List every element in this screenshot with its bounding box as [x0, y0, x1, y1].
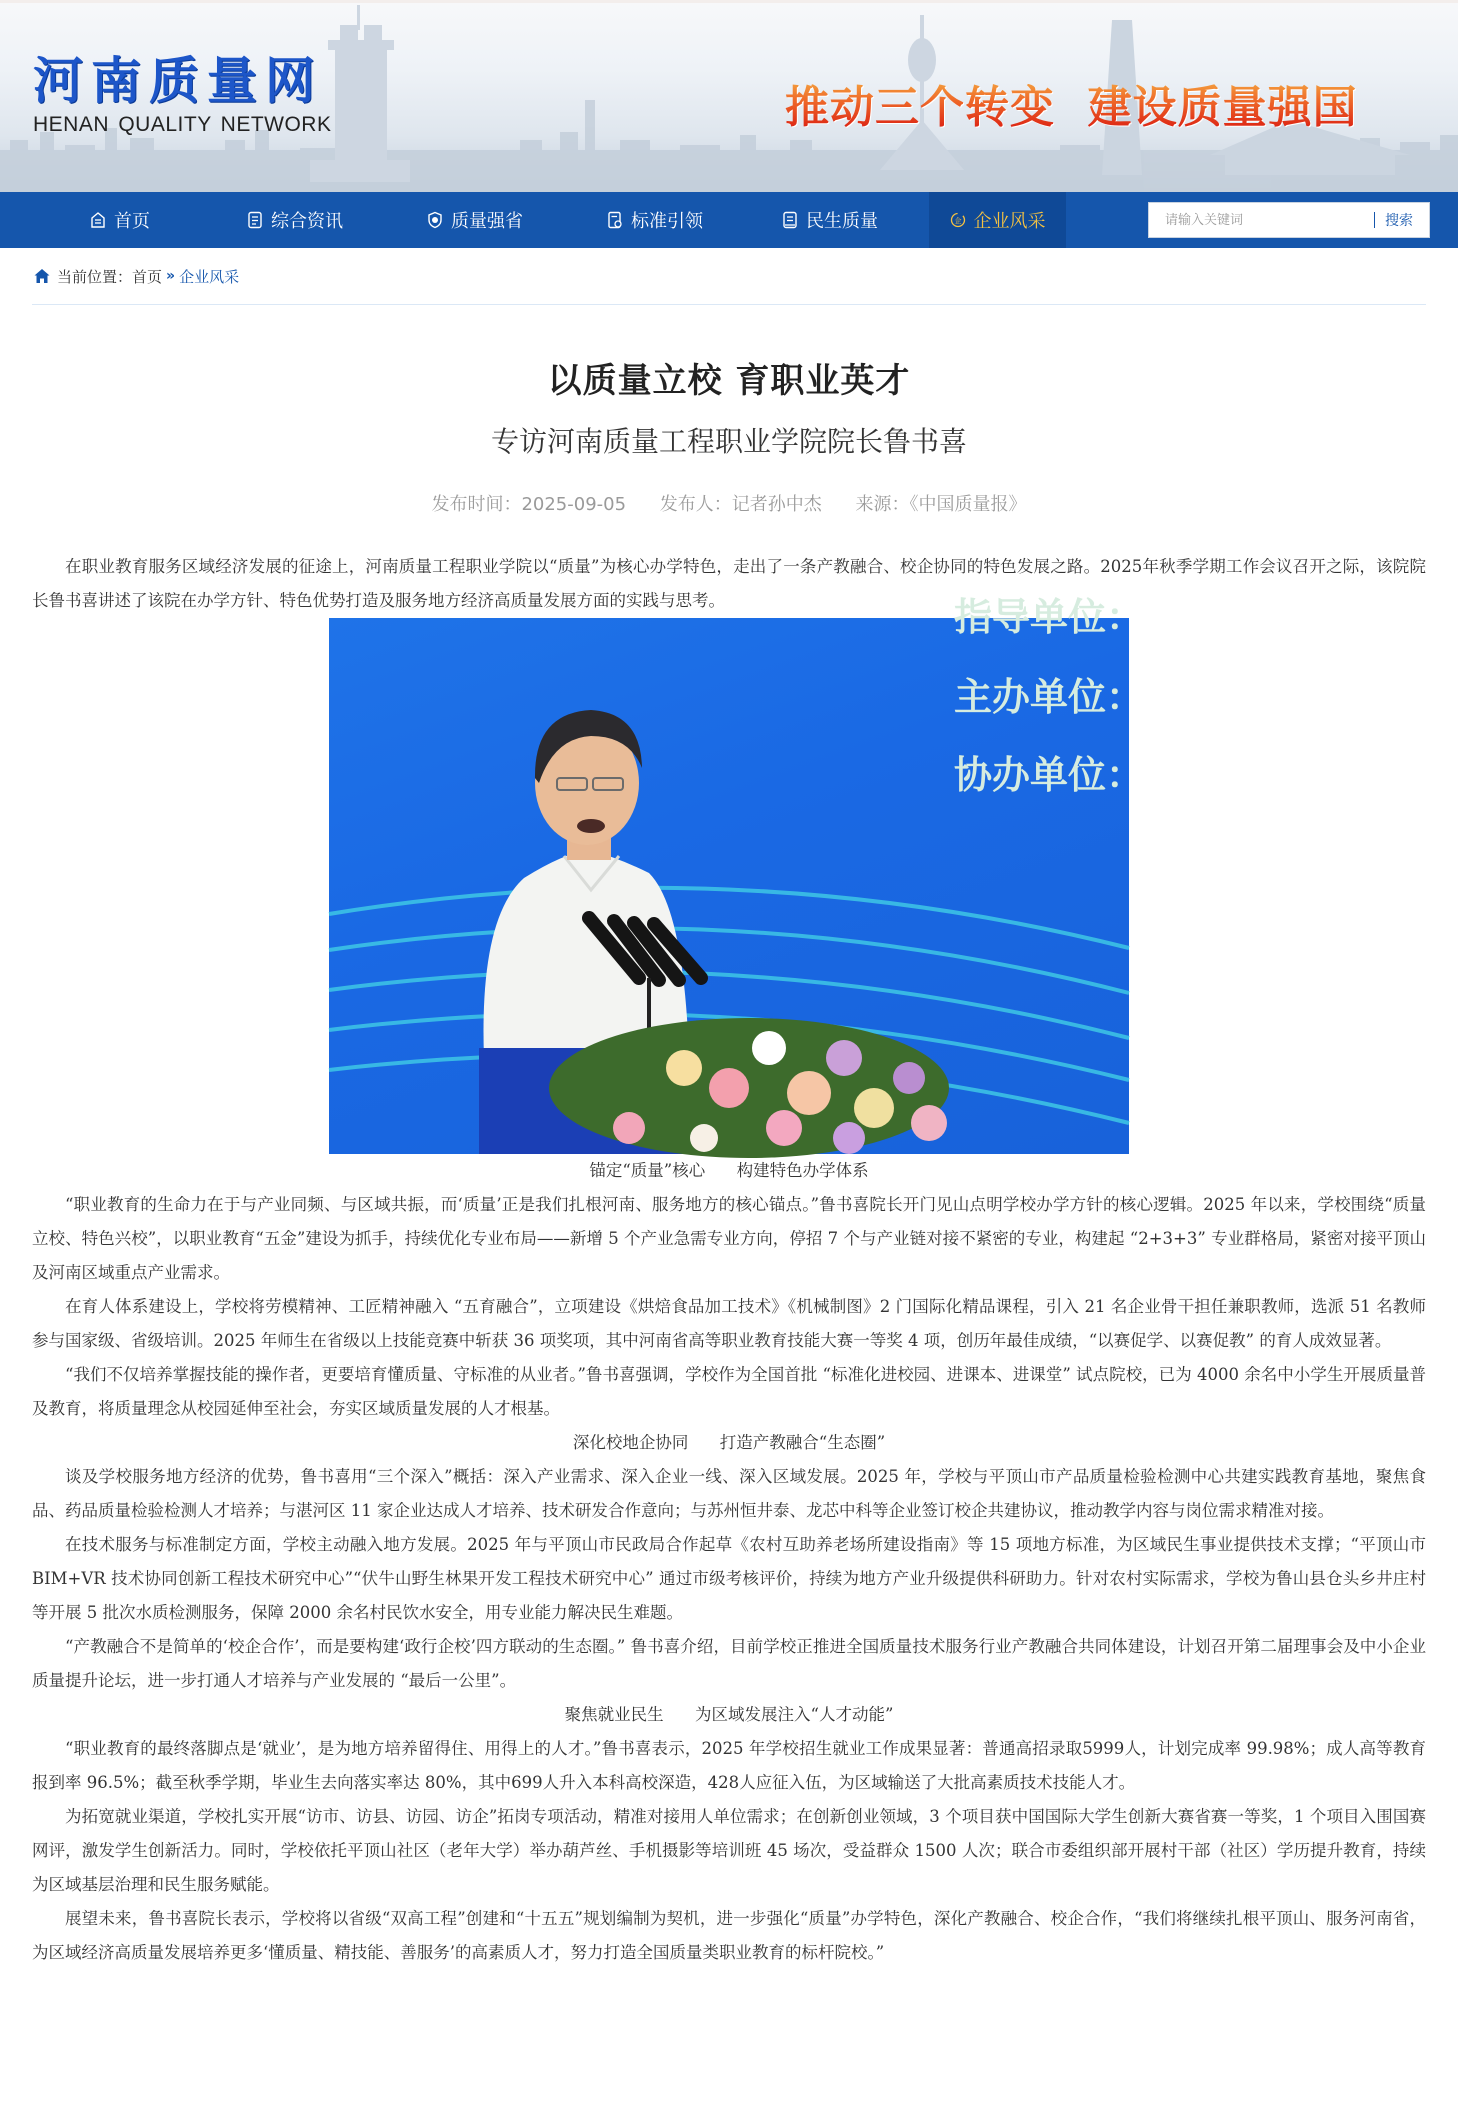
article-title: 以质量立校 育职业英才: [547, 361, 911, 401]
paragraph: “我们不仅培养掌握技能的操作者，更要培育懂质量、守标准的从业者。”鲁书喜强调，学校作为全国首批 “标准化进校园、进课本、进课堂” 试点院校，已为 4000 余名中小学生开展质量普及教育，将质量理念从校园延伸至社会，夯实区域质量发展的人才根基。: [32, 1365, 1426, 1418]
search-box: [1148, 202, 1430, 238]
shield-icon: [427, 211, 443, 229]
screen-text-host: 主办单位：: [954, 675, 1145, 719]
search-input[interactable]: [1149, 203, 1374, 237]
paragraph: “职业教育的生命力在于与产业同频、与区域共振，而‘质量’正是我们扎根河南、服务地方的核心锚点。”鲁书喜院长开门见山点明学校办学方针的核心逻辑。2025 年以来，学校围绕“质量立校、特色兴校”，以职业教育“五金”建设为抓手，持续优化专业布局——新增 5 个产业急需专业方向，停招 7 个与产业链对接不紧密的专业，构建起 “2+3+3” 专业群格局，紧密对接平顶山及河南区域重点产业需求。: [32, 1195, 1426, 1282]
svg-text:企: 企: [954, 217, 961, 225]
nav-item-standards[interactable]: [580, 192, 730, 248]
article-figure: [32, 595, 1426, 1154]
section-heading-3: 聚焦就业民生 为区域发展注入“人才动能”: [564, 1705, 894, 1724]
logo-english-title: HENAN QUALITY NETWORK: [33, 113, 332, 136]
breadcrumb-prefix: 当前位置：: [57, 267, 133, 286]
paragraph: 在育人体系建设上，学校将劳模精神、工匠精神融入 “五育融合”，立项建设《烘焙食品加工技术》《机械制图》2 门国际化精品课程，引入 21 名企业骨干担任兼职教师，选派 51 名教师参与国家级、省级培训。2025 年师生在省级以上技能竞赛中斩获 36 项奖项，其中河南省高等职业教育技能大赛一等奖 4 项，创历年最佳成绩，“以赛促学、以赛促教” 的育人成效显著。: [32, 1297, 1426, 1350]
paragraph: 为拓宽就业渠道，学校扎实开展“访市、访县、访园、访企”拓岗专项活动，精准对接用人单位需求；在创新创业领域，3 个项目获中国国际大学生创新大赛省赛一等奖，1 个项目入围国赛网评，激发学生创新活力。同时，学校依托平顶山社区（老年大学）举办葫芦丝、手机摄影等培训班 45 场次，受益群众 1500 人次；联合市委组织部开展村干部（社区）学历提升教育，持续为区域基层治理和民生服务赋能。: [32, 1807, 1426, 1894]
site-logo[interactable]: [33, 53, 331, 137]
section-heading-2: 深化校地企协同 打造产教融合“生态圈”: [572, 1433, 886, 1452]
publish-time: 发布时间：2025-09-05: [431, 494, 627, 515]
nav-item-home[interactable]: [60, 192, 180, 248]
nav-item-news[interactable]: [220, 192, 370, 248]
article-body: [32, 550, 1426, 1970]
paragraph: 展望未来，鲁书喜院长表示，学校将以省级“双高工程”创建和“十五五”规划编制为契机，进一步强化“质量”办学特色，深化产教融合、校企合作，“我们将继续扎根平顶山、服务河南省，为区域经济高质量发展培养更多‘懂质量、精技能、善服务’的高素质人才，努力打造全国质量类职业教育的标杆院校。”: [32, 1909, 1426, 1962]
document-icon: [782, 211, 798, 229]
paragraph: 在技术服务与标准制定方面，学校主动融入地方发展。2025 年与平顶山市民政局合作起草《农村互助养老场所建设指南》等 15 项地方标准，为区域民生事业提供技术支撑；“平顶山市 BIM+VR 技术协同创新工程技术研究中心”“伏牛山野生林果开发工程技术研究中心” 通过市级考核评价，持续为地方产业升级提供科研助力。针对农村实际需求，学校为鲁山县仓头乡井庄村等开展 5 批次水质检测服务，保障 2000 余名村民饮水安全，用专业能力解决民生难题。: [32, 1535, 1426, 1622]
nav-label: 质量强省: [451, 211, 523, 232]
article-subtitle: 专访河南质量工程职业学院院长鲁书喜: [490, 425, 967, 458]
nav-item-livelihood[interactable]: [755, 192, 905, 248]
intro-paragraph: 在职业教育服务区域经济发展的征途上，河南质量工程职业学院以“质量”为核心办学特色，走出了一条产教融合、校企协同的特色发展之路。2025年秋季学期工作会议召开之际，该院院长鲁书喜讲述了该院在办学方针、特色优势打造及服务地方经济高质量发展方面的实践与思考。: [32, 557, 1426, 610]
paragraph: “产教融合不是简单的‘校企合作’，而是要构建‘政行企校’四方联动的生态圈。” 鲁书喜介绍，目前学校正推进全国质量技术服务行业产教融合共同体建设，计划召开第二届理事会及中小企业质量提升论坛，进一步打通人才培养与产业发展的 “最后一公里”。: [32, 1637, 1426, 1690]
breadcrumb-home-link[interactable]: 首页: [132, 267, 163, 286]
nav-label: 首页: [114, 211, 150, 232]
home-icon: [34, 268, 50, 284]
breadcrumb: [32, 248, 1426, 305]
screen-text-guidance: 指导单位：: [954, 595, 1145, 639]
source: 来源：《中国质量报》: [855, 494, 1027, 515]
nav-label: 企业风采: [973, 211, 1046, 232]
nav-label: 标准引领: [631, 211, 703, 232]
paragraph: “职业教育的最终落脚点是‘就业’，是为地方培养留得住、用得上的人才。”鲁书喜表示，2025 年学校招生就业工作成果显著：普通高招录取5999人，计划完成率 99.98%；成人高等教育报到率 96.5%；截至秋季学期，毕业生去向落实率达 80%，其中699人升入本科高校深造，428人应征入伍，为区域输送了大批高素质技术技能人才。: [32, 1739, 1426, 1792]
main-nav: [0, 192, 1458, 248]
home-icon: [90, 211, 106, 229]
site-banner: [0, 0, 1458, 192]
speaker-photo-illustration: [329, 595, 1145, 1154]
nav-label: 综合资讯: [271, 211, 343, 232]
nav-label: 民生质量: [806, 211, 878, 232]
logo-chinese-title: 河南质量网: [33, 51, 323, 110]
paragraph: 谈及学校服务地方经济的优势，鲁书喜用“三个深入”概括：深入产业需求、深入企业一线、深入区域发展。2025 年，学校与平顶山市产品质量检验检测中心共建实践教育基地，聚焦食品、药品质量检验检测人才培养；与湛河区 11 家企业达成人才培养、技术研发合作意向；与苏州恒井泰、龙芯中科等企业签订校企共建协议，推动教学内容与岗位需求精准对接。: [32, 1467, 1426, 1520]
search-button[interactable]: 搜索: [1375, 210, 1429, 230]
section-heading-1: 锚定“质量”核心 构建特色办学体系: [589, 1161, 869, 1180]
nav-item-quality-province[interactable]: [400, 192, 550, 248]
article-meta: [0, 490, 1458, 516]
nav-item-enterprise[interactable]: [929, 192, 1066, 248]
publisher: 发布人：记者孙中杰: [659, 494, 822, 515]
enterprise-icon: [950, 211, 966, 229]
standard-doc-icon: [607, 211, 623, 229]
breadcrumb-separator: »: [166, 268, 176, 284]
header-slogan: 推动三个转变 建设质量强国: [785, 71, 1358, 135]
document-icon: [247, 211, 263, 229]
screen-text-co-host: 协办单位：: [954, 753, 1145, 797]
article-photo: [329, 595, 1145, 1154]
breadcrumb-current-link[interactable]: 企业风采: [179, 267, 240, 286]
